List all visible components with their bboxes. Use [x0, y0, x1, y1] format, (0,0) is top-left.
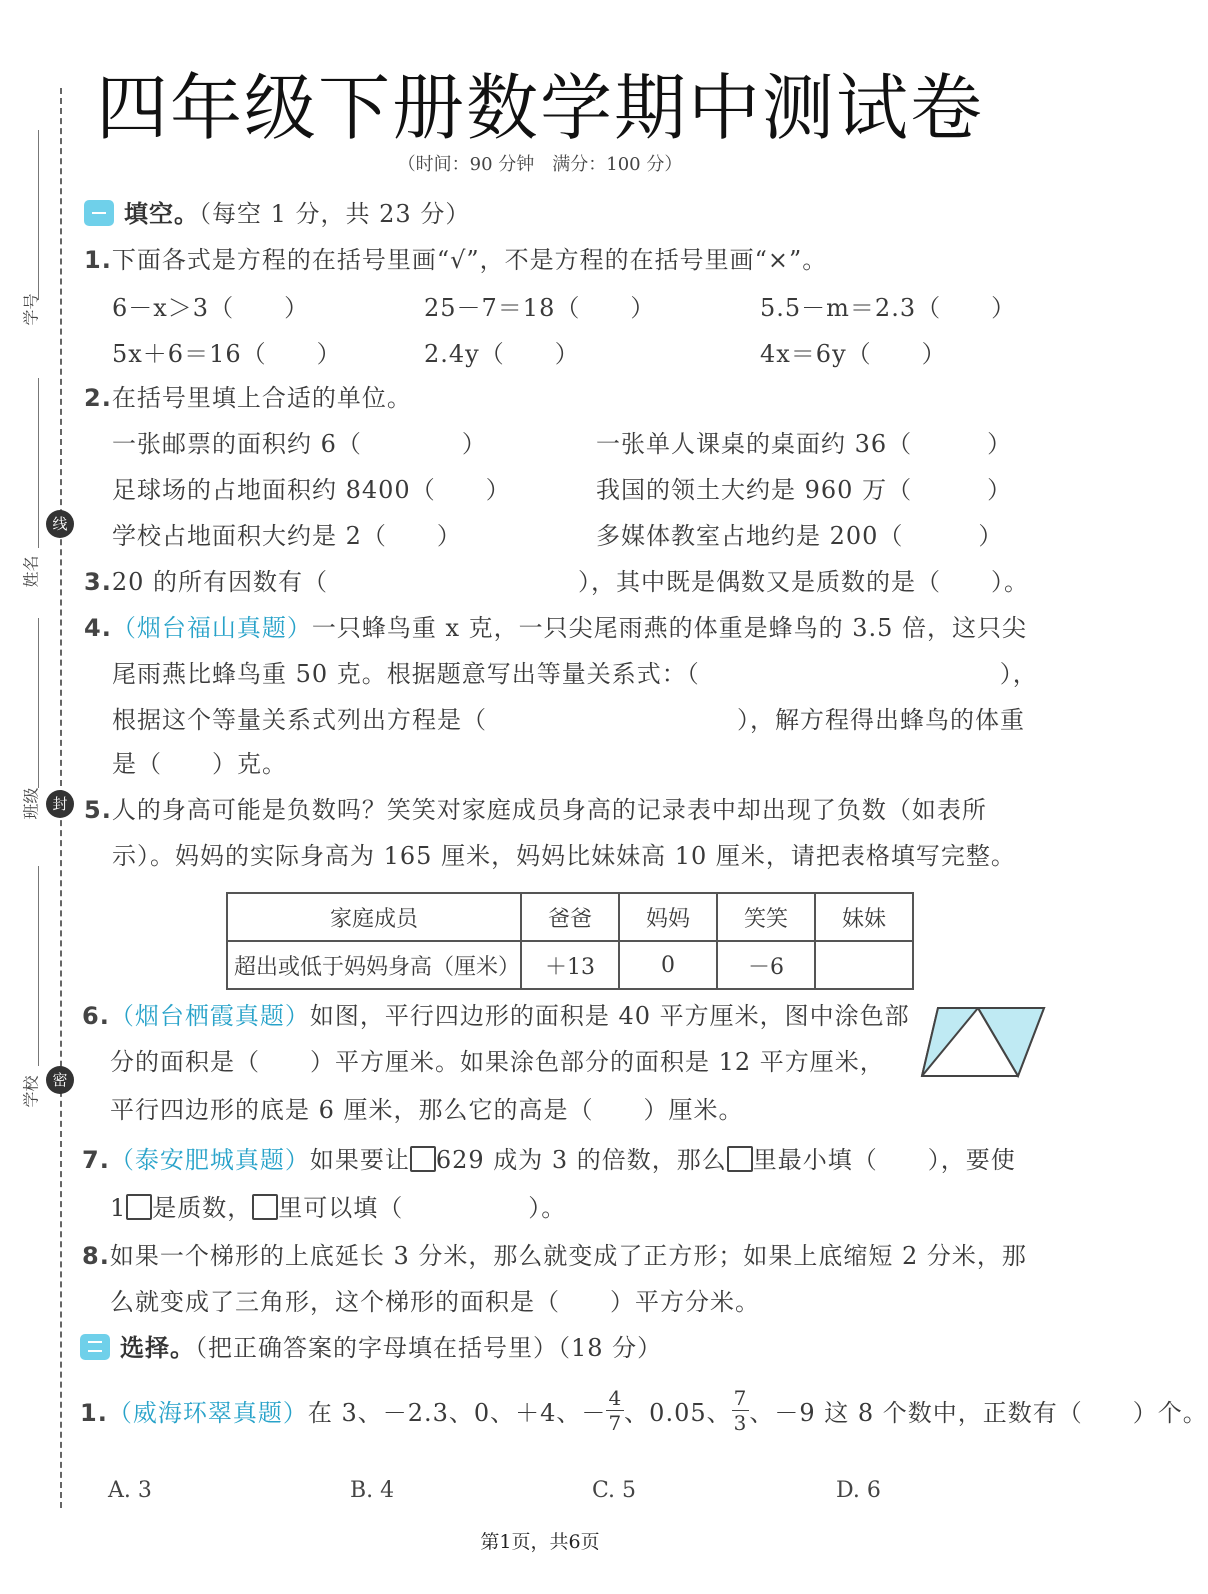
table-header-cell: 妹妹 [815, 893, 913, 941]
q2-item: 我国的领土大约是 960 万（ ） [596, 476, 1013, 504]
q1-item: 4x＝6y（ ） [760, 340, 947, 368]
student-number-label: 学号 [21, 293, 41, 326]
blank-box-icon [126, 1194, 152, 1220]
q6-line2: 分的面积是（ ）平方厘米。如果涂色部分的面积是 12 平方厘米， [110, 1048, 885, 1076]
q4-line1: 一只蜂鸟重 x 克，一只尖尾雨燕的体重是蜂鸟的 3.5 倍，这只尖 [311, 614, 1028, 642]
q7-text-f: 里可以填（ ）。 [278, 1194, 567, 1222]
table-cell: 超出或低于妈妈身高（厘米） [227, 941, 521, 989]
q7-line2 [110, 1188, 566, 1223]
fraction-denominator: 3 [733, 1411, 748, 1435]
section2-note: （把正确答案的字母填在括号里）（18 分） [195, 1334, 663, 1362]
table-cell: ＋13 [521, 941, 619, 989]
q5-line2: 示）。妈妈的实际身高为 165 厘米，妈妈比妹妹高 10 厘米，请把表格填写完整。 [112, 842, 1016, 870]
q8-line1: 如果一个梯形的上底延长 3 分米，那么就变成了正方形；如果上底缩短 2 分米，那 [109, 1242, 1027, 1270]
q1-item: 5.5－m＝2.3（ ） [760, 294, 1017, 322]
q6-stem [82, 996, 910, 1031]
parallelogram-figure [918, 1004, 1048, 1082]
blank-box-icon [410, 1146, 436, 1172]
option-a[interactable]: A. 3 [108, 1478, 152, 1503]
section1-badge-icon [84, 200, 114, 226]
q2-number: 2. [84, 384, 112, 412]
q1-item: 6－x＞3（ ） [112, 294, 310, 322]
binding-circle-seal: 封 [46, 790, 74, 818]
school-label: 学校 [21, 1075, 41, 1108]
q3-number: 3. [84, 568, 112, 596]
option-c[interactable]: C. 5 [592, 1478, 637, 1503]
q4-line4: 是（ ）克。 [112, 750, 287, 778]
page-footer: 第1页，共6页 [480, 1531, 600, 1553]
q7-number: 7. [82, 1146, 110, 1174]
q1-text: 下面各式是方程的在括号里画“√”，不是方程的在括号里画“×”。 [111, 246, 828, 274]
q4-line2: 尾雨燕比蜂鸟重 50 克。根据题意写出等量关系式：（ ）， [112, 660, 1038, 688]
exam-subtitle: （时间：90 分钟 满分：100 分） [397, 154, 683, 175]
q4-line3: 根据这个等量关系式列出方程是（ ），解方程得出蜂鸟的体重 [112, 706, 1025, 734]
s2-q1-text-b: 、0.05、 [624, 1399, 732, 1427]
q4-source: （烟台福山真题） [111, 614, 312, 642]
s2-q1-source: （威海环翠真题） [107, 1399, 308, 1427]
fraction-numerator: 4 [608, 1386, 623, 1410]
table-cell-blank[interactable] [815, 941, 913, 989]
s2-q1-text-a: 在 3、－2.3、0、＋4、－ [307, 1399, 607, 1427]
q6-line1: 如图，平行四边形的面积是 40 平方厘米，图中涂色部 [309, 1002, 910, 1030]
name-underline [38, 378, 39, 548]
q1-item: 2.4y（ ） [424, 340, 580, 368]
class-label: 班级 [21, 787, 41, 820]
q8-line2: 么就变成了三角形，这个梯形的面积是（ ）平方分米。 [110, 1288, 760, 1316]
class-underline [38, 618, 39, 788]
table-header-cell: 笑笑 [717, 893, 815, 941]
table-header-cell: 家庭成员 [227, 893, 521, 941]
exam-title: 四年级下册数学期中测试卷 [95, 66, 984, 150]
s2-q1-number: 1. [80, 1399, 108, 1427]
q3-text: 20 的所有因数有（ ），其中既是偶数又是质数的是（ ）。 [111, 568, 1029, 596]
school-underline [38, 866, 39, 1066]
q2-item: 学校占地面积大约是 2（ ） [112, 522, 462, 550]
table-header-cell: 妈妈 [619, 893, 717, 941]
section1-note: （每空 1 分，共 23 分） [199, 200, 471, 228]
family-height-table [226, 892, 914, 990]
q8-stem [82, 1236, 1027, 1271]
option-b[interactable]: B. 4 [350, 1478, 395, 1503]
q3-stem [84, 562, 1029, 597]
s2-q1-text-c: 、－9 这 8 个数中，正数有（ ）个。 [749, 1399, 1208, 1427]
s2-q1-stem [80, 1386, 1208, 1439]
table-header-row [227, 893, 913, 941]
table-cell: 0 [619, 941, 717, 989]
q2-item: 多媒体教室占地约是 200（ ） [596, 522, 1004, 550]
fraction-denominator: 7 [608, 1411, 623, 1435]
q5-number: 5. [84, 796, 112, 824]
q7-text-b: 629 成为 3 的倍数，那么 [435, 1146, 727, 1174]
q2-item: 足球场的占地面积约 8400（ ） [112, 476, 511, 504]
option-d[interactable]: D. 6 [836, 1478, 881, 1503]
q1-item: 25－7＝18（ ） [424, 294, 656, 322]
q6-number: 6. [82, 1002, 110, 1030]
q1-stem [84, 240, 827, 275]
section2-title: 选择。 [120, 1334, 195, 1362]
blank-box-icon [252, 1194, 278, 1220]
q7-text-d: 1 [110, 1194, 127, 1222]
q2-text: 在括号里填上合适的单位。 [111, 384, 412, 412]
q2-stem [84, 378, 412, 413]
q1-number: 1. [84, 246, 112, 274]
q2-item: 一张邮票的面积约 6（ ） [112, 430, 487, 458]
binding-circle-line: 线 [46, 510, 74, 538]
table-cell: －6 [717, 941, 815, 989]
q1-item: 5x＋6＝16（ ） [112, 340, 342, 368]
section2-heading [80, 1328, 662, 1363]
section1-heading [84, 194, 470, 229]
q8-number: 8. [82, 1242, 110, 1270]
section1-title: 填空。 [124, 200, 199, 228]
shaded-triangle-left [922, 1008, 978, 1076]
q7-stem [82, 1140, 1016, 1175]
q7-text-e: 是质数， [152, 1194, 253, 1222]
q2-item: 一张单人课桌的桌面约 36（ ） [596, 430, 1013, 458]
name-label: 姓名 [21, 555, 41, 588]
q7-source: （泰安肥城真题） [109, 1146, 310, 1174]
q4-stem [84, 608, 1027, 643]
q5-stem [84, 790, 987, 825]
q4-number: 4. [84, 614, 112, 642]
table-row [227, 941, 913, 989]
fraction-4-7 [606, 1386, 624, 1435]
binding-circle-secret: 密 [46, 1066, 74, 1094]
q7-text-c: 里最小填（ ），要使 [752, 1146, 1016, 1174]
fraction-7-3 [732, 1386, 750, 1435]
fraction-numerator: 7 [733, 1386, 748, 1410]
section2-badge-icon [80, 1334, 110, 1360]
q5-line1: 人的身高可能是负数吗？笑笑对家庭成员身高的记录表中却出现了负数（如表所 [111, 796, 987, 824]
q6-source: （烟台栖霞真题） [109, 1002, 310, 1030]
blank-box-icon [727, 1146, 753, 1172]
q6-line3: 平行四边形的底是 6 厘米，那么它的高是（ ）厘米。 [110, 1096, 744, 1124]
q7-text-a: 如果要让 [309, 1146, 410, 1174]
table-header-cell: 爸爸 [521, 893, 619, 941]
